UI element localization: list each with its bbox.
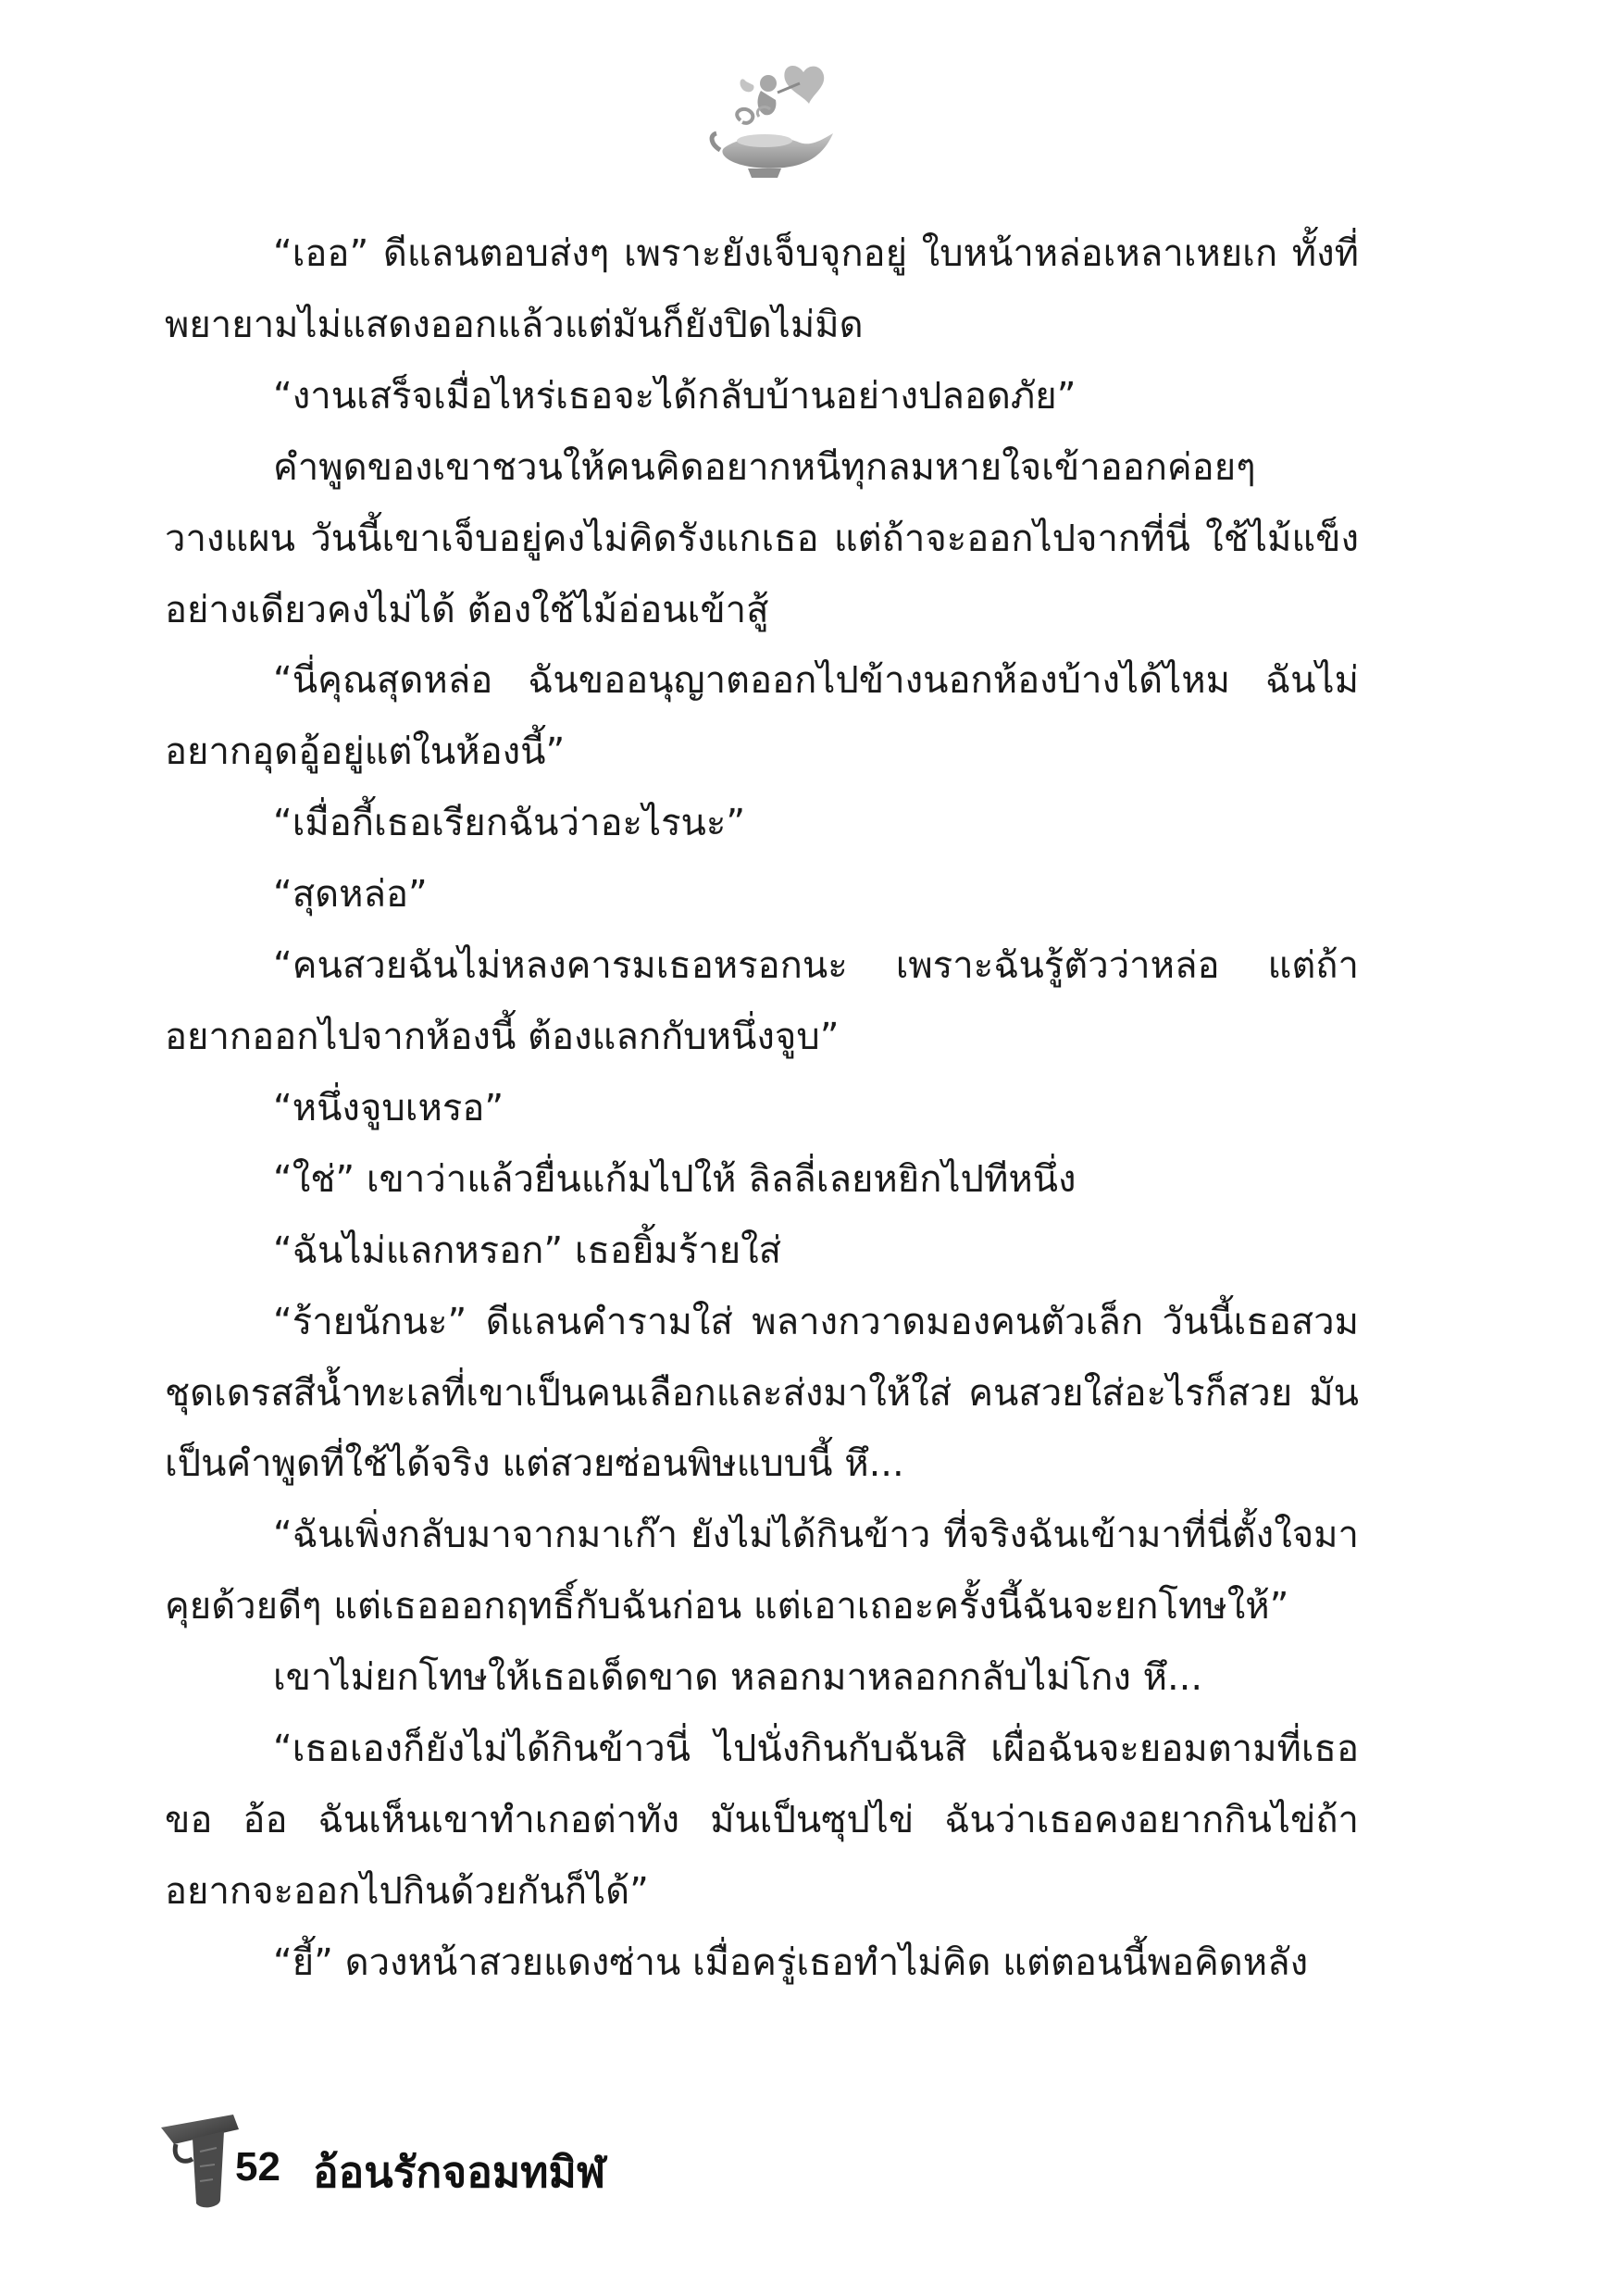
cupid-teapot-ornament-icon	[703, 56, 842, 185]
paragraph: “ฉันเพิ่งกลับมาจากมาเก๊า ยังไม่ได้กินข้าว ที่จริงฉันเข้ามาที่นี่ตั้งใจมาคุยด้วยดีๆ แต่เธอออกฤทธิ์กับฉันก่อน แต่เอาเถอะครั้งนี้ฉันจะยกโทษให้”	[165, 1514, 1359, 1628]
paragraph: “เธอเองก็ยังไม่ได้กินข้าวนี่ ไปนั่งกินกับฉันสิ เผื่อฉันจะยอมตามที่เธอขอ อ้อ ฉันเห็นเขาทำเกอต่าทัง มันเป็นซุปไข่ ฉันว่าเธอคงอยากกินไข่ถ้าอยากจะออกไปกินด้วยกันก็ได้”	[165, 1728, 1359, 1913]
page-footer	[156, 2111, 803, 2222]
paragraph: เขาไม่ยกโทษให้เธอเด็ดขาด หลอกมาหลอกกลับไม่โกง หึ...	[273, 1656, 1203, 1700]
paragraph: “ใช่” เขาว่าแล้วยื่นแก้มไปให้ ลิลลี่เลยหยิกไปทีหนึ่ง	[273, 1157, 1077, 1201]
paragraph: “งานเสร็จเมื่อไหร่เธอจะได้กลับบ้านอย่างปลอดภัย”	[273, 374, 1077, 418]
paragraph: “ฉันไม่แลกหรอก” เธอยิ้มร้ายใส่	[273, 1229, 782, 1272]
paragraph: “เออ” ดีแลนตอบส่งๆ เพราะยังเจ็บจุกอยู่ ใบหน้าหล่อเหลาเหยเก ทั้งที่พยายามไม่แสดงออกแล้วแต่มันก็ยังปิดไม่มิด	[165, 232, 1359, 346]
book-title: อ้อนรักจอมทมิฬ	[313, 2147, 606, 2197]
paragraph: “นี่คุณสุดหล่อ ฉันขออนุญาตออกไปข้างนอกห้องบ้างได้ไหม ฉันไม่อยากอุดอู้อยู่แต่ในห้องนี้”	[165, 659, 1359, 774]
paragraph: “ร้ายนักนะ” ดีแลนคำรามใส่ พลางกวาดมองคนตัวเล็ก วันนี้เธอสวมชุดเดรสสีน้ำทะเลที่เขาเป็นคนเลือกและส่งมาให้ใส่ คนสวยใส่อะไรก็สวย มันเป็นคำพูดที่ใช้ได้จริง แต่สวยซ่อนพิษแบบนี้ หึ...	[165, 1300, 1359, 1486]
paragraph: “หนึ่งจูบเหรอ”	[273, 1086, 504, 1129]
pistol-icon	[156, 2111, 248, 2213]
body-text	[165, 218, 1359, 1999]
paragraph: “ยี้” ดวงหน้าสวยแดงซ่าน เมื่อครู่เธอทำไม่คิด แต่ตอนนี้พอคิดหลัง	[273, 1940, 1309, 1984]
paragraph: “คนสวยฉันไม่หลงคารมเธอหรอกนะ เพราะฉันรู้ตัวว่าหล่อ แต่ถ้าอยากออกไปจากห้องนี้ ต้องแลกกับหนึ่งจูบ”	[165, 944, 1359, 1058]
paragraph: “เมื่อกี้เธอเรียกฉันว่าอะไรนะ”	[273, 802, 746, 845]
paragraph: คำพูดของเขาชวนให้คนคิดอยากหนีทุกลมหายใจเข้าออกค่อยๆ วางแผน วันนี้เขาเจ็บอยู่คงไม่คิดรังแกเธอ แต่ถ้าจะออกไปจากที่นี่ ใช้ไม้แข็งอย่างเดียวคงไม่ได้ ต้องใช้ไม้อ่อนเข้าสู้	[165, 445, 1359, 631]
page-number: 52	[235, 2144, 280, 2190]
paragraph: “สุดหล่อ”	[273, 873, 428, 917]
